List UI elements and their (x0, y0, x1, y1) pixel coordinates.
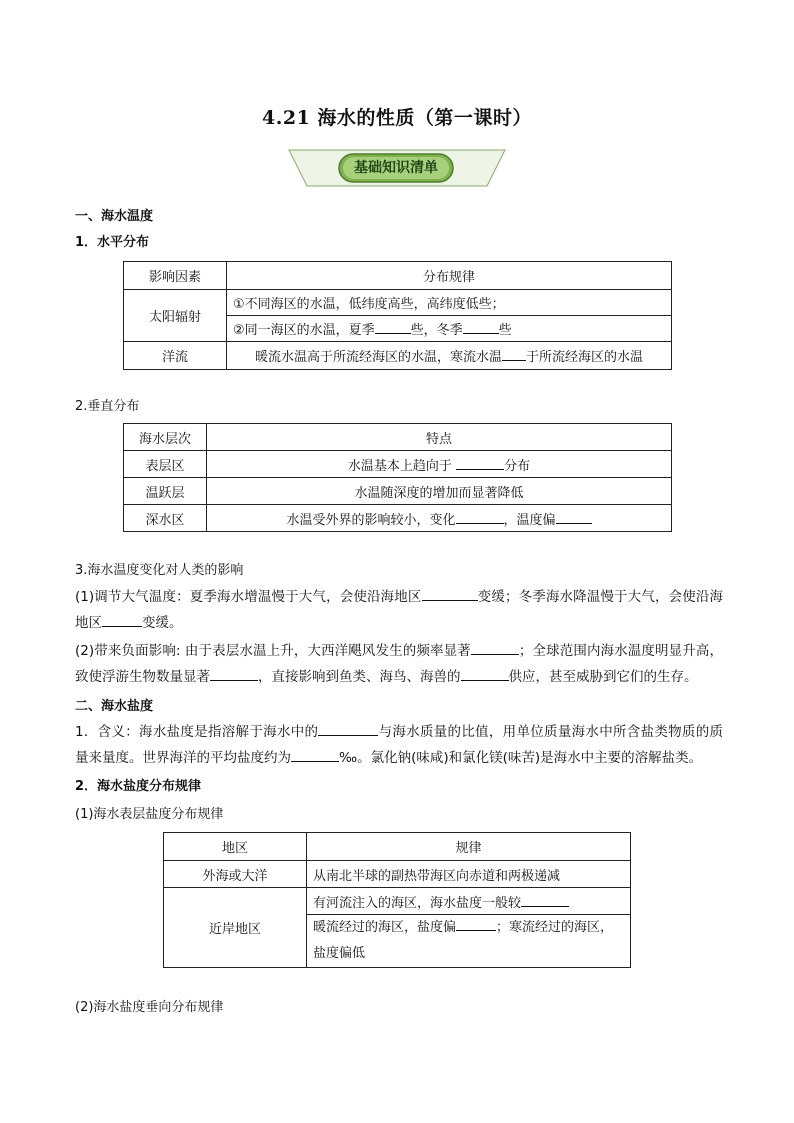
table-header-cell: 规律 (307, 833, 631, 861)
table-header-cell: 影响因素 (124, 262, 227, 290)
table-header-row (124, 262, 672, 290)
fill-blank[interactable] (456, 456, 504, 470)
table-header-cell: 海水层次 (124, 424, 207, 451)
banner-label: 基础知识清单 (354, 160, 438, 176)
table-row (164, 888, 631, 915)
paragraph-regulate-temperature: (1)调节大气温度：夏季海水增温慢于大气，会使沿海地区 变缓；冬季海水降温慢于大气，会使沿海地区 变缓。 (75, 589, 724, 631)
table-cell-factor: 太阳辐射 (124, 290, 227, 342)
fill-blank[interactable] (102, 613, 142, 627)
table-cell-feature: 水温基本上趋向于 分布 (207, 451, 672, 478)
fill-blank[interactable] (456, 917, 496, 931)
subheading-vertical: 2.垂直分布 (75, 399, 140, 414)
table-cell-region: 近岸地区 (164, 888, 307, 968)
subheading-vertical-salinity: (2)海水盐度垂向分布规律 (75, 1000, 224, 1015)
table-row (164, 861, 631, 888)
fill-blank[interactable] (210, 667, 258, 681)
table-cell-pattern: 有河流注入的海区，海水盐度一般较 (307, 888, 631, 915)
table-cell-factor: 洋流 (124, 342, 227, 370)
section-heading-temperature: 一、海水温度 (75, 209, 154, 224)
paragraph-salinity-definition: 1．含义：海水盐度是指溶解于海水中的 与海水质量的比值，用单位质量海水中所含盐类物质的质量来量度。世界海洋的平均盐度约为 ‰。氯化钠(味咸)和氯化镁(味苦)是海水中主要的溶解盐类。 (75, 724, 724, 766)
paragraph-negative-impact: (2)带来负面影响: 由于表层水温上升，大西洋飓风发生的频率显著 ；全球范围内海水温度明显升高，致使浮游生物数量显著 ，直接影响到鱼类、海鸟、海兽的 供应，甚至威胁到它们的生存。 (75, 643, 723, 685)
fill-blank[interactable] (502, 347, 526, 361)
fill-blank[interactable] (375, 320, 411, 334)
table-header-cell: 地区 (164, 833, 307, 861)
table-header-row (164, 833, 631, 861)
table-header-cell: 特点 (207, 424, 672, 451)
table-row (124, 478, 672, 505)
table-header-cell: 分布规律 (227, 262, 672, 290)
table-cell-feature: 水温受外界的影响较小，变化 ，温度偏 (207, 505, 672, 532)
subheading-salinity-distribution: 2．海水盐度分布规律 (75, 779, 202, 794)
fill-blank[interactable] (456, 510, 504, 524)
table-vertical-distribution (123, 423, 672, 532)
fill-blank[interactable] (318, 722, 378, 736)
table-cell-layer: 深水区 (124, 505, 207, 532)
table-cell-pattern: 从南北半球的副热带海区向赤道和两极递减 (307, 861, 631, 888)
subheading-horizontal: 1．水平分布 (75, 235, 150, 250)
table-header-row (124, 424, 672, 451)
table-row (124, 505, 672, 532)
fill-blank[interactable] (461, 667, 509, 681)
table-horizontal-distribution (123, 261, 672, 370)
fill-blank[interactable] (291, 748, 339, 762)
fill-blank[interactable] (463, 320, 499, 334)
table-cell-layer: 温跃层 (124, 478, 207, 505)
fill-blank[interactable] (556, 510, 592, 524)
fill-blank[interactable] (471, 641, 519, 655)
fill-blank[interactable] (521, 893, 569, 907)
table-cell-rule: 暖流水温高于所流经海区的水温，寒流水温 于所流经海区的水温 (227, 342, 672, 370)
section-heading-salinity: 二、海水盐度 (75, 699, 154, 714)
subheading-surface-salinity: (1)海水表层盐度分布规律 (75, 807, 224, 822)
fill-blank[interactable] (422, 587, 478, 601)
table-cell-region: 外海或大洋 (164, 861, 307, 888)
page-title: 4.21 海水的性质（第一课时） (262, 107, 532, 129)
table-cell-pattern: 暖流经过的海区，盐度偏 ；寒流经过的海区， 盐度偏低 (307, 915, 631, 968)
table-cell-rule: ②同一海区的水温，夏季 些，冬季 些 (227, 316, 672, 342)
table-cell-feature: 水温随深度的增加而显著降低 (207, 478, 672, 505)
table-row (124, 451, 672, 478)
table-cell-layer: 表层区 (124, 451, 207, 478)
table-cell-rule: ①不同海区的水温，低纬度高些，高纬度低些； (227, 290, 672, 316)
table-surface-salinity (163, 832, 631, 968)
table-row (124, 342, 672, 370)
subheading-impact: 3.海水温度变化对人类的影响 (75, 563, 244, 578)
table-row (124, 290, 672, 316)
